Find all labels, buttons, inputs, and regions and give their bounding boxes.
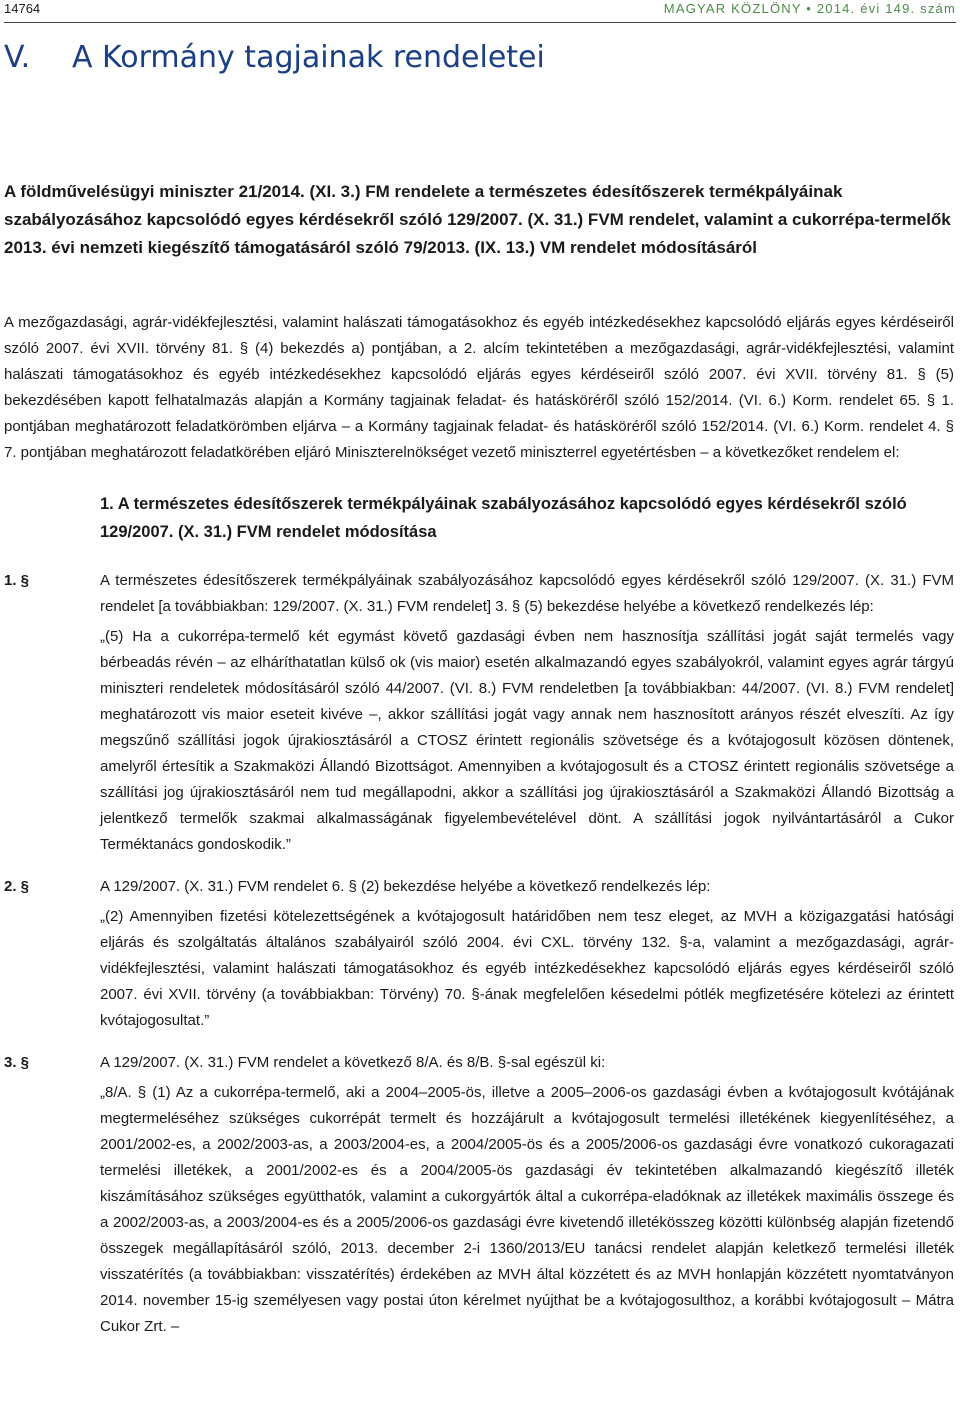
paragraph-intro: A 129/2007. (X. 31.) FVM rendelet a következő 8/A. és 8/B. §-sal egészül ki: xyxy=(100,1054,606,1071)
paragraph-body xyxy=(100,1050,954,1340)
page-number: 14764 xyxy=(4,1,41,16)
paragraph-quote: „8/A. § (1) Az a cukorrépa-termelő, aki a 2004–2005-ös, illetve a 2005–2006-os gazdasági évben a kvótajogosult kvótájának megtermeléséhez szükséges cukorrépát termelt és hozzájárult a kvótajogosult termelési illetékének kiegyenlítéséhez, a 2001/2002-es, a 2002/2003-as, a 2003/2004-es, a 2004/2005-ös és a 2005/2006-os gazdasági évre vonatkozó cukoragazati termelési illetékek, a 2001/2002-es és a 2004/2005-ös gazdasági év tekintetében alkalmazandó kiegészítő illeték kiszámításához szükséges együtthatók, valamint a cukorgyártók által a cukorrépa-eladóknak az illetékek maximális összege és a 2002/2003-as, a 2003/2004-es és a 2005/2006-os gazdasági évre kivetendő illetékösszeg közötti különbség alapján fizetendő összegek megállapításáról szóló, 2013. december 2-i 1360/2013/EU tanácsi rendelet alapján keletkező termelési illeték visszatérítés (a továbbiakban: visszatérítés) érdekében az MVH által közzétett és az MVH honlapján közzétett nyomtatványon 2014. november 15-ig személyesen vagy postai úton kérelmet nyújthat be a kvótajogosulthoz, a korábbi kvótajogosult – Mátra Cukor Zrt. – xyxy=(100,1084,954,1335)
paragraph-intro: A természetes édesítőszerek termékpályáinak szabályozásához kapcsolódó egyes kérdésekről szóló 129/2007. (X. 31.) FVM rendelet [a továbbiakban: 129/2007. (X. 31.) FVM rendelet] 3. § (5) bekezdése helyébe a következő rendelkezés lép: xyxy=(100,572,954,615)
paragraph-body xyxy=(100,874,954,1034)
section-number: V. xyxy=(4,40,31,75)
page-header xyxy=(4,0,956,23)
paragraph-quote: „(5) Ha a cukorrépa-termelő két egymást követő gazdasági évben nem hasznosítja szállítási jogát saját termelés vagy bérbeadás révén – az elháríthatatlan külső ok (vis maior) esetén alkalmazandó egyes szabályokról, valamint egyes agrár tárgyú miniszteri rendeletek módosításáról szóló 44/2007. (VI. 8.) FVM rendeletben [a továbbiakban: 44/2007. (VI. 8.) FVM rendelet] meghatározott vis maior eseteit kivéve –, akkor szállítási jogát vagy annak nem hasznosított arányos részét elveszíti. Az így megszűnő szállítási jogok újrakiosztásáról a CTOSZ érintett regionális szövetsége és a kvótajogosult közösen döntenek, amelyről értesítik a Szakmaközi Állandó Bizottságot. Amennyiben a kvótajogosult és a CTOSZ érintett regionális szövetsége a szállítási jog újrakiosztásáról nem tud megállapodni, akkor a szállítási jog újrakiosztásáról a Szakmaközi Állandó Bizottság a jelentkező termelők szakmai alkalmasságának figyelembevételével dönt. A szállítási jogok nyilvántartásáról a Cukor Terméktanács gondoskodik.” xyxy=(100,628,954,853)
decree-title: A földművelésügyi miniszter 21/2014. (XI. 3.) FM rendelete a természetes édesítőszerek termékpályáinak szabályozásához kapcsolódó egyes kérdésekről szóló 129/2007. (X. 31.) FVM rendelet, valamint a cukorrépa-termelők 2013. évi nemzeti kiegészítő támogatásáról szóló 79/2013. (IX. 13.) VM rendelet módosításáról xyxy=(4,182,951,257)
paragraph-number: 3. § xyxy=(4,1054,30,1071)
paragraph-2 xyxy=(4,874,954,1034)
subsection-title: 1. A természetes édesítőszerek termékpályáinak szabályozásához kapcsolódó egyes kérdésekről szóló 129/2007. (X. 31.) FVM rendelet módosítása xyxy=(100,495,907,541)
paragraph-quote: „(2) Amennyiben fizetési kötelezettségének a kvótajogosult határidőben nem tesz eleget, az MVH a közigazgatási hatósági eljárás és szolgáltatás általános szabályairól szóló 2004. évi CXL. törvény 132. §-a, valamint a mezőgazdasági, agrár-vidékfejlesztési, valamint halászati támogatásokhoz és egyéb intézkedésekhez kapcsolódó eljárás egyes kérdéseiről szóló 2007. évi XVII. törvény (a továbbiakban: Törvény) 70. §-ának megfelelően késedelmi pótlék megfizetésére kötelezi az érintett kvótajogosultat.” xyxy=(100,908,954,1029)
section-heading xyxy=(4,38,545,78)
paragraph-1 xyxy=(4,568,954,858)
journal-title: MAGYAR KÖZLÖNY • 2014. évi 149. szám xyxy=(663,1,956,16)
preamble: A mezőgazdasági, agrár-vidékfejlesztési, valamint halászati támogatásokhoz és egyéb intézkedésekhez kapcsolódó eljárás egyes kérdéseiről szóló 2007. évi XVII. törvény 81. § (4) bekezdés a) pontjában, a 2. alcím tekintetében a mezőgazdasági, agrár-vidékfejlesztési, valamint halászati támogatásokhoz és egyéb intézkedésekhez kapcsolódó eljárás egyes kérdéseiről szóló 2007. évi XVII. törvény 81. § (5) bekezdésében kapott felhatalmazás alapján a Kormány tagjainak feladat- és hatásköréről szóló 152/2014. (VI. 6.) Korm. rendelet 65. § 1. pontjában meghatározott feladatkörömben eljárva – a Kormány tagjainak feladat- és hatásköréről szóló 152/2014. (VI. 6.) Korm. rendelet 4. § 7. pontjában meghatározott feladatkörében eljáró Miniszterelnökséget vezető miniszterrel egyetértésben – a következőket rendelem el: xyxy=(4,314,954,461)
paragraph-number: 2. § xyxy=(4,878,30,895)
paragraph-intro: A 129/2007. (X. 31.) FVM rendelet 6. § (2) bekezdése helyébe a következő rendelkezés lép: xyxy=(100,878,711,895)
document-body xyxy=(4,310,954,1356)
paragraph-3 xyxy=(4,1050,954,1340)
paragraph-number: 1. § xyxy=(4,572,30,589)
section-title: A Kormány tagjainak rendeletei xyxy=(72,40,545,75)
paragraph-body xyxy=(100,568,954,858)
